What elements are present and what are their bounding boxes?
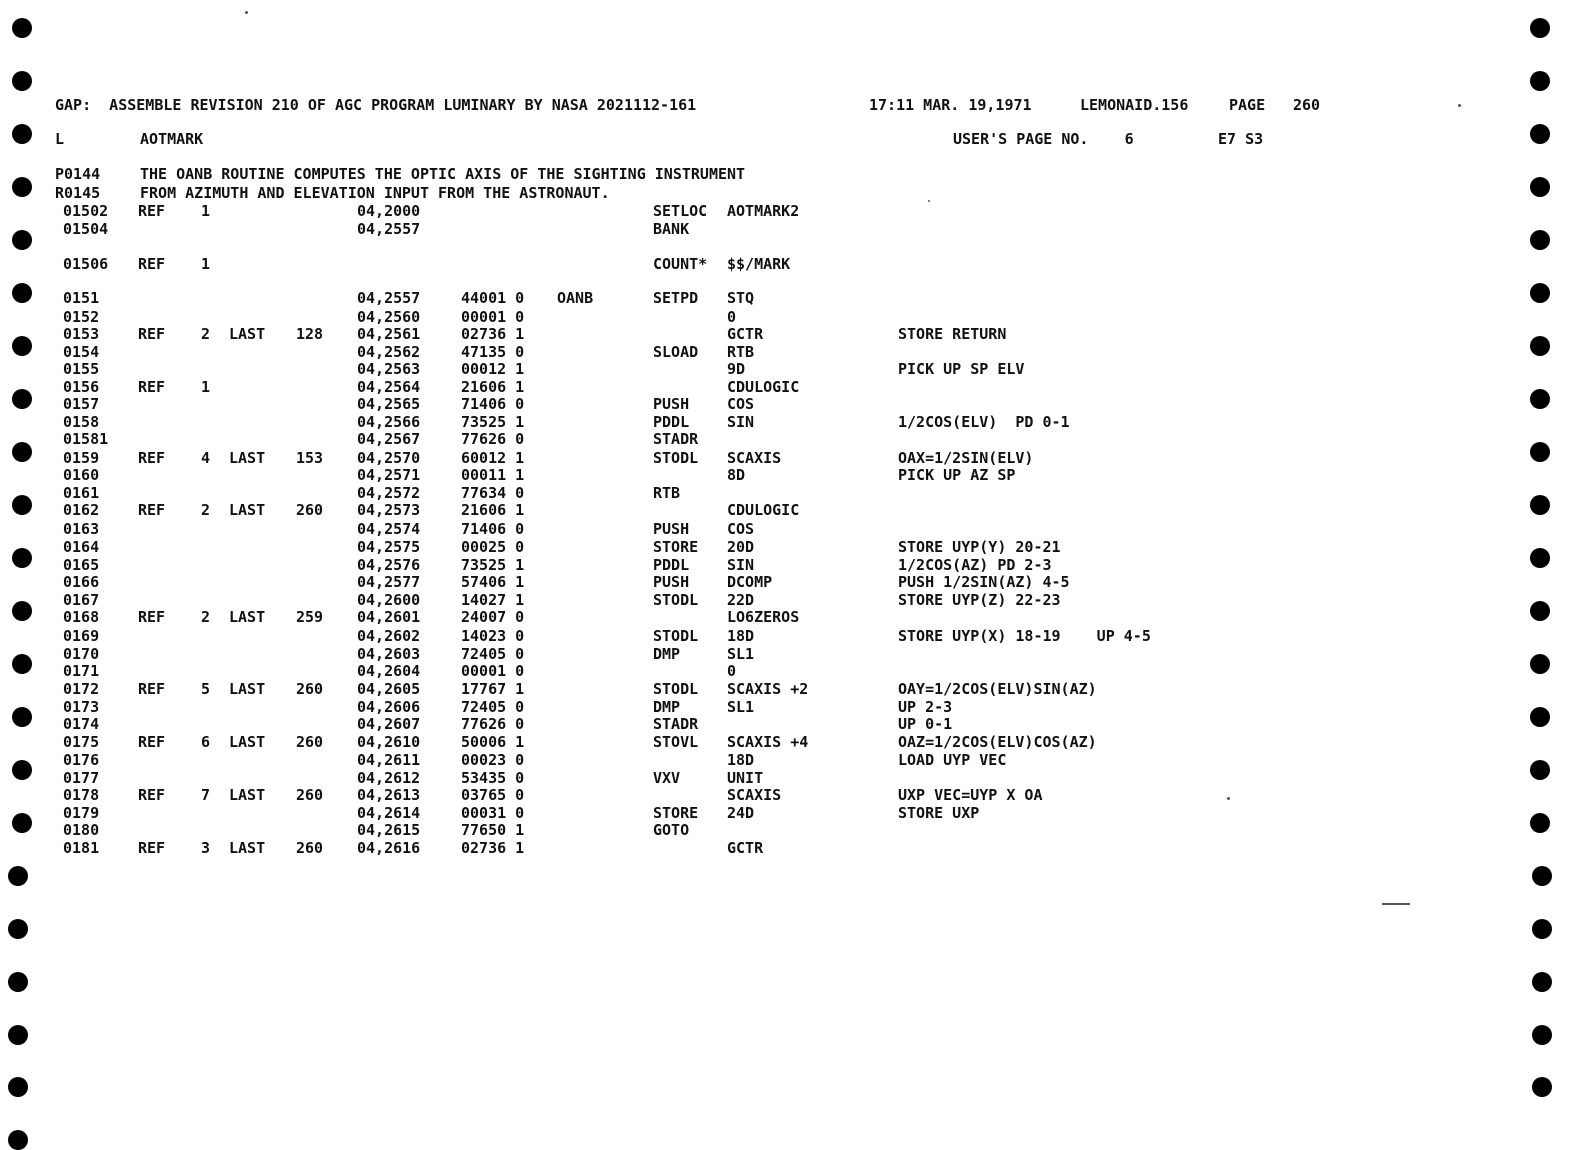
feed-hole — [8, 972, 28, 992]
operand: LO6ZEROS — [727, 608, 800, 626]
opcode: PUSH — [653, 395, 690, 413]
operand: 22D — [727, 591, 755, 609]
feed-hole — [1530, 548, 1550, 568]
last-page: 128 — [296, 325, 324, 343]
last-tag: LAST — [229, 325, 266, 343]
last-page: 260 — [296, 501, 324, 519]
feed-hole — [12, 707, 32, 727]
address: 04,2561 — [357, 325, 421, 343]
ref-tag: REF — [138, 449, 166, 467]
feed-hole — [8, 919, 28, 939]
address: 04,2600 — [357, 591, 421, 609]
scan-speck — [1458, 104, 1461, 107]
feed-hole — [12, 813, 32, 833]
last-page: 260 — [296, 680, 324, 698]
octal-word: 00025 0 — [461, 538, 525, 556]
remark: STORE RETURN — [898, 325, 1007, 343]
last-tag: LAST — [229, 608, 266, 626]
address: 04,2564 — [357, 378, 421, 396]
line-number: 0177 — [63, 769, 100, 787]
line-number: 01506 — [63, 255, 109, 273]
ref-count: 7 — [201, 786, 211, 804]
ref-count: 2 — [201, 501, 211, 519]
last-tag: LAST — [229, 501, 266, 519]
address: 04,2566 — [357, 413, 421, 431]
feed-hole — [12, 336, 32, 356]
feed-hole — [1530, 654, 1550, 674]
octal-word: 72405 0 — [461, 645, 525, 663]
opcode: PDDL — [653, 413, 690, 431]
operand: CDULOGIC — [727, 378, 800, 396]
remark: PUSH 1/2SIN(AZ) 4-5 — [898, 573, 1070, 591]
address: 04,2616 — [357, 839, 421, 857]
feed-hole — [12, 389, 32, 409]
ref-count: 6 — [201, 733, 211, 751]
operand: STQ — [727, 289, 755, 307]
operand: SL1 — [727, 698, 755, 716]
address: 04,2611 — [357, 751, 421, 769]
ref-count: 4 — [201, 449, 211, 467]
operand: SL1 — [727, 645, 755, 663]
remark: UXP VEC=UYP X OA — [898, 786, 1043, 804]
line-number: 0169 — [63, 627, 100, 645]
ref-count: 2 — [201, 325, 211, 343]
line-number: 0153 — [63, 325, 100, 343]
address: 04,2602 — [357, 627, 421, 645]
line-number: 01581 — [63, 430, 109, 448]
remark: LOAD UYP VEC — [898, 751, 1007, 769]
line-number: 0158 — [63, 413, 100, 431]
last-page: 260 — [296, 786, 324, 804]
line-number: 0159 — [63, 449, 100, 467]
section-code: E7 S3 — [1218, 130, 1264, 148]
line-number: 0172 — [63, 680, 100, 698]
opcode: SETLOC — [653, 202, 708, 220]
feed-hole — [1530, 442, 1550, 462]
ref-tag: REF — [138, 839, 166, 857]
ref-tag: REF — [138, 325, 166, 343]
address: 04,2601 — [357, 608, 421, 626]
line-number: 0173 — [63, 698, 100, 716]
operand: 18D — [727, 627, 755, 645]
feed-hole — [8, 1077, 28, 1097]
operand: SIN — [727, 556, 755, 574]
feed-hole — [1530, 813, 1550, 833]
line-number: 0176 — [63, 751, 100, 769]
operand: SCAXIS — [727, 786, 782, 804]
last-page: 259 — [296, 608, 324, 626]
octal-word: 53435 0 — [461, 769, 525, 787]
address: 04,2567 — [357, 430, 421, 448]
operand: GCTR — [727, 325, 764, 343]
octal-word: 72405 0 — [461, 698, 525, 716]
operand: RTB — [727, 343, 755, 361]
line-number: 01502 — [63, 202, 109, 220]
octal-word: 73525 1 — [461, 556, 525, 574]
opcode: PUSH — [653, 520, 690, 538]
ref-count: 5 — [201, 680, 211, 698]
octal-word: 14027 1 — [461, 591, 525, 609]
address: 04,2575 — [357, 538, 421, 556]
line-number: 0167 — [63, 591, 100, 609]
feed-hole — [1532, 972, 1552, 992]
octal-word: 60012 1 — [461, 449, 525, 467]
line-number: 0175 — [63, 733, 100, 751]
feed-hole — [1530, 124, 1550, 144]
line-number: 0174 — [63, 715, 100, 733]
feed-hole — [1530, 707, 1550, 727]
listing-title-line: GAP: ASSEMBLE REVISION 210 OF AGC PROGRAM LUMINARY BY NASA 2021112-161 — [55, 96, 697, 114]
octal-word: 77650 1 — [461, 821, 525, 839]
opcode: VXV — [653, 769, 681, 787]
address: 04,2560 — [357, 308, 421, 326]
ref-tag: REF — [138, 378, 166, 396]
opcode: SLOAD — [653, 343, 699, 361]
scan-speck — [928, 200, 930, 202]
remark: STORE UYP(X) 18-19 UP 4-5 — [898, 627, 1151, 645]
opcode: STODL — [653, 627, 699, 645]
address: 04,2562 — [357, 343, 421, 361]
octal-word: 00031 0 — [461, 804, 525, 822]
ref-tag: REF — [138, 733, 166, 751]
remark: STORE UYP(Z) 22-23 — [898, 591, 1061, 609]
line-number: 0160 — [63, 466, 100, 484]
ref-tag: REF — [138, 786, 166, 804]
remark: PICK UP SP ELV — [898, 360, 1025, 378]
operand: 0 — [727, 662, 737, 680]
address: 04,2565 — [357, 395, 421, 413]
feed-hole — [12, 177, 32, 197]
line-number: 0151 — [63, 289, 100, 307]
operand: UNIT — [727, 769, 764, 787]
opcode: RTB — [653, 484, 681, 502]
scan-speck — [1382, 903, 1410, 905]
users-page-number: USER'S PAGE NO. 6 — [953, 130, 1134, 148]
operand: AOTMARK2 — [727, 202, 800, 220]
address: 04,2615 — [357, 821, 421, 839]
operand: 0 — [727, 308, 737, 326]
line-number: 0171 — [63, 662, 100, 680]
last-tag: LAST — [229, 839, 266, 857]
opcode: PUSH — [653, 573, 690, 591]
octal-word: 17767 1 — [461, 680, 525, 698]
line-number: 0152 — [63, 308, 100, 326]
address: 04,2610 — [357, 733, 421, 751]
address: 04,2574 — [357, 520, 421, 538]
operand: SCAXIS — [727, 449, 782, 467]
feed-hole — [12, 71, 32, 91]
last-tag: LAST — [229, 786, 266, 804]
feed-hole — [12, 124, 32, 144]
operand: SCAXIS +2 — [727, 680, 809, 698]
octal-word: 21606 1 — [461, 378, 525, 396]
operand: SIN — [727, 413, 755, 431]
address: 04,2573 — [357, 501, 421, 519]
opcode: STODL — [653, 680, 699, 698]
line-number: 0179 — [63, 804, 100, 822]
address: 04,2603 — [357, 645, 421, 663]
address: 04,2605 — [357, 680, 421, 698]
octal-word: 00012 1 — [461, 360, 525, 378]
last-page: 260 — [296, 839, 324, 857]
line-number: 0170 — [63, 645, 100, 663]
feed-hole — [1530, 18, 1550, 38]
feed-hole — [1532, 1025, 1552, 1045]
feed-hole — [1530, 389, 1550, 409]
octal-word: 14023 0 — [461, 627, 525, 645]
octal-word: 77634 0 — [461, 484, 525, 502]
octal-word: 71406 0 — [461, 395, 525, 413]
remark: OAY=1/2COS(ELV)SIN(AZ) — [898, 680, 1097, 698]
ref-count: 3 — [201, 839, 211, 857]
remark: 1/2COS(AZ) PD 2-3 — [898, 556, 1052, 574]
feed-hole — [1530, 760, 1550, 780]
operand: COS — [727, 395, 755, 413]
address: 04,2606 — [357, 698, 421, 716]
remark: 1/2COS(ELV) PD 0-1 — [898, 413, 1070, 431]
opcode: DMP — [653, 698, 681, 716]
feed-hole — [1530, 177, 1550, 197]
line-number: 0161 — [63, 484, 100, 502]
remark: OAZ=1/2COS(ELV)COS(AZ) — [898, 733, 1097, 751]
opcode: STADR — [653, 430, 699, 448]
feed-hole — [12, 442, 32, 462]
ref-count: 1 — [201, 378, 211, 396]
listing-timestamp: 17:11 MAR. 19,1971 — [869, 96, 1032, 114]
octal-word: 47135 0 — [461, 343, 525, 361]
ref-count: 2 — [201, 608, 211, 626]
line-number: 0166 — [63, 573, 100, 591]
last-tag: LAST — [229, 680, 266, 698]
feed-hole — [1532, 919, 1552, 939]
remark: STORE UYP(Y) 20-21 — [898, 538, 1061, 556]
feed-hole — [8, 866, 28, 886]
remark: STORE UXP — [898, 804, 980, 822]
octal-word: 77626 0 — [461, 715, 525, 733]
octal-word: 71406 0 — [461, 520, 525, 538]
page-number: 260 — [1293, 96, 1321, 114]
comment-line-text: THE OANB ROUTINE COMPUTES THE OPTIC AXIS OF THE SIGHTING INSTRUMENT — [140, 165, 746, 183]
line-number: 0155 — [63, 360, 100, 378]
octal-word: 00001 0 — [461, 662, 525, 680]
feed-hole — [1532, 866, 1552, 886]
address: 04,2614 — [357, 804, 421, 822]
opcode: STOVL — [653, 733, 699, 751]
scan-speck — [1227, 797, 1230, 800]
operand: $$/MARK — [727, 255, 791, 273]
operand: 8D — [727, 466, 746, 484]
opcode: STORE — [653, 804, 699, 822]
line-number: 0168 — [63, 608, 100, 626]
line-number: 0156 — [63, 378, 100, 396]
job-name: LEMONAID.156 — [1080, 96, 1189, 114]
address: 04,2607 — [357, 715, 421, 733]
feed-hole — [1532, 1077, 1552, 1097]
feed-hole — [1530, 336, 1550, 356]
address: 04,2557 — [357, 220, 421, 238]
operand: CDULOGIC — [727, 501, 800, 519]
line-number: 0165 — [63, 556, 100, 574]
feed-hole — [12, 230, 32, 250]
page-label: PAGE — [1229, 96, 1266, 114]
feed-hole — [1530, 283, 1550, 303]
feed-hole — [12, 601, 32, 621]
operand: 9D — [727, 360, 746, 378]
address: 04,2572 — [357, 484, 421, 502]
octal-word: 21606 1 — [461, 501, 525, 519]
ref-count: 1 — [201, 202, 211, 220]
symbol-label: OANB — [557, 289, 594, 307]
feed-hole — [1530, 495, 1550, 515]
remark: UP 2-3 — [898, 698, 953, 716]
opcode: DMP — [653, 645, 681, 663]
last-tag: LAST — [229, 733, 266, 751]
address: 04,2570 — [357, 449, 421, 467]
ref-count: 1 — [201, 255, 211, 273]
feed-hole — [1530, 601, 1550, 621]
octal-word: 00023 0 — [461, 751, 525, 769]
remark: PICK UP AZ SP — [898, 466, 1016, 484]
ref-tag: REF — [138, 608, 166, 626]
scan-speck — [245, 11, 248, 14]
octal-word: 02736 1 — [461, 325, 525, 343]
opcode: GOTO — [653, 821, 690, 839]
line-number: 0157 — [63, 395, 100, 413]
feed-hole — [12, 495, 32, 515]
opcode: STORE — [653, 538, 699, 556]
feed-hole — [12, 283, 32, 303]
comment-line-number: P0144 — [55, 165, 101, 183]
octal-word: 00001 0 — [461, 308, 525, 326]
feed-hole — [12, 760, 32, 780]
feed-hole — [12, 654, 32, 674]
address: 04,2571 — [357, 466, 421, 484]
remark: UP 0-1 — [898, 715, 953, 733]
feed-hole — [12, 548, 32, 568]
opcode: SETPD — [653, 289, 699, 307]
address: 04,2000 — [357, 202, 421, 220]
feed-hole — [8, 1025, 28, 1045]
address: 04,2612 — [357, 769, 421, 787]
last-page: 260 — [296, 733, 324, 751]
address: 04,2604 — [357, 662, 421, 680]
opcode: BANK — [653, 220, 690, 238]
line-number: 0164 — [63, 538, 100, 556]
operand: DCOMP — [727, 573, 773, 591]
feed-hole — [1530, 230, 1550, 250]
line-number: 0181 — [63, 839, 100, 857]
operand: GCTR — [727, 839, 764, 857]
line-number: 0154 — [63, 343, 100, 361]
opcode: STADR — [653, 715, 699, 733]
listing-flag: L — [55, 130, 65, 148]
operand: 24D — [727, 804, 755, 822]
octal-word: 00011 1 — [461, 466, 525, 484]
octal-word: 03765 0 — [461, 786, 525, 804]
octal-word: 73525 1 — [461, 413, 525, 431]
ref-tag: REF — [138, 501, 166, 519]
opcode: COUNT* — [653, 255, 708, 273]
address: 04,2613 — [357, 786, 421, 804]
line-number: 01504 — [63, 220, 109, 238]
line-number: 0180 — [63, 821, 100, 839]
comment-line-text: FROM AZIMUTH AND ELEVATION INPUT FROM THE ASTRONAUT. — [140, 184, 610, 202]
operand: SCAXIS +4 — [727, 733, 809, 751]
feed-hole — [8, 1130, 28, 1150]
ref-tag: REF — [138, 202, 166, 220]
line-number: 0178 — [63, 786, 100, 804]
octal-word: 50006 1 — [461, 733, 525, 751]
operand: COS — [727, 520, 755, 538]
octal-word: 02736 1 — [461, 839, 525, 857]
section-name: AOTMARK — [140, 130, 204, 148]
opcode: PDDL — [653, 556, 690, 574]
address: 04,2563 — [357, 360, 421, 378]
octal-word: 57406 1 — [461, 573, 525, 591]
address: 04,2576 — [357, 556, 421, 574]
feed-hole — [1530, 71, 1550, 91]
ref-tag: REF — [138, 255, 166, 273]
line-number: 0162 — [63, 501, 100, 519]
remark: OAX=1/2SIN(ELV) — [898, 449, 1034, 467]
octal-word: 77626 0 — [461, 430, 525, 448]
address: 04,2577 — [357, 573, 421, 591]
octal-word: 44001 0 — [461, 289, 525, 307]
ref-tag: REF — [138, 680, 166, 698]
last-tag: LAST — [229, 449, 266, 467]
last-page: 153 — [296, 449, 324, 467]
operand: 18D — [727, 751, 755, 769]
operand: 20D — [727, 538, 755, 556]
opcode: STODL — [653, 449, 699, 467]
line-number: 0163 — [63, 520, 100, 538]
address: 04,2557 — [357, 289, 421, 307]
octal-word: 24007 0 — [461, 608, 525, 626]
comment-line-number: R0145 — [55, 184, 101, 202]
opcode: STODL — [653, 591, 699, 609]
feed-hole — [12, 18, 32, 38]
